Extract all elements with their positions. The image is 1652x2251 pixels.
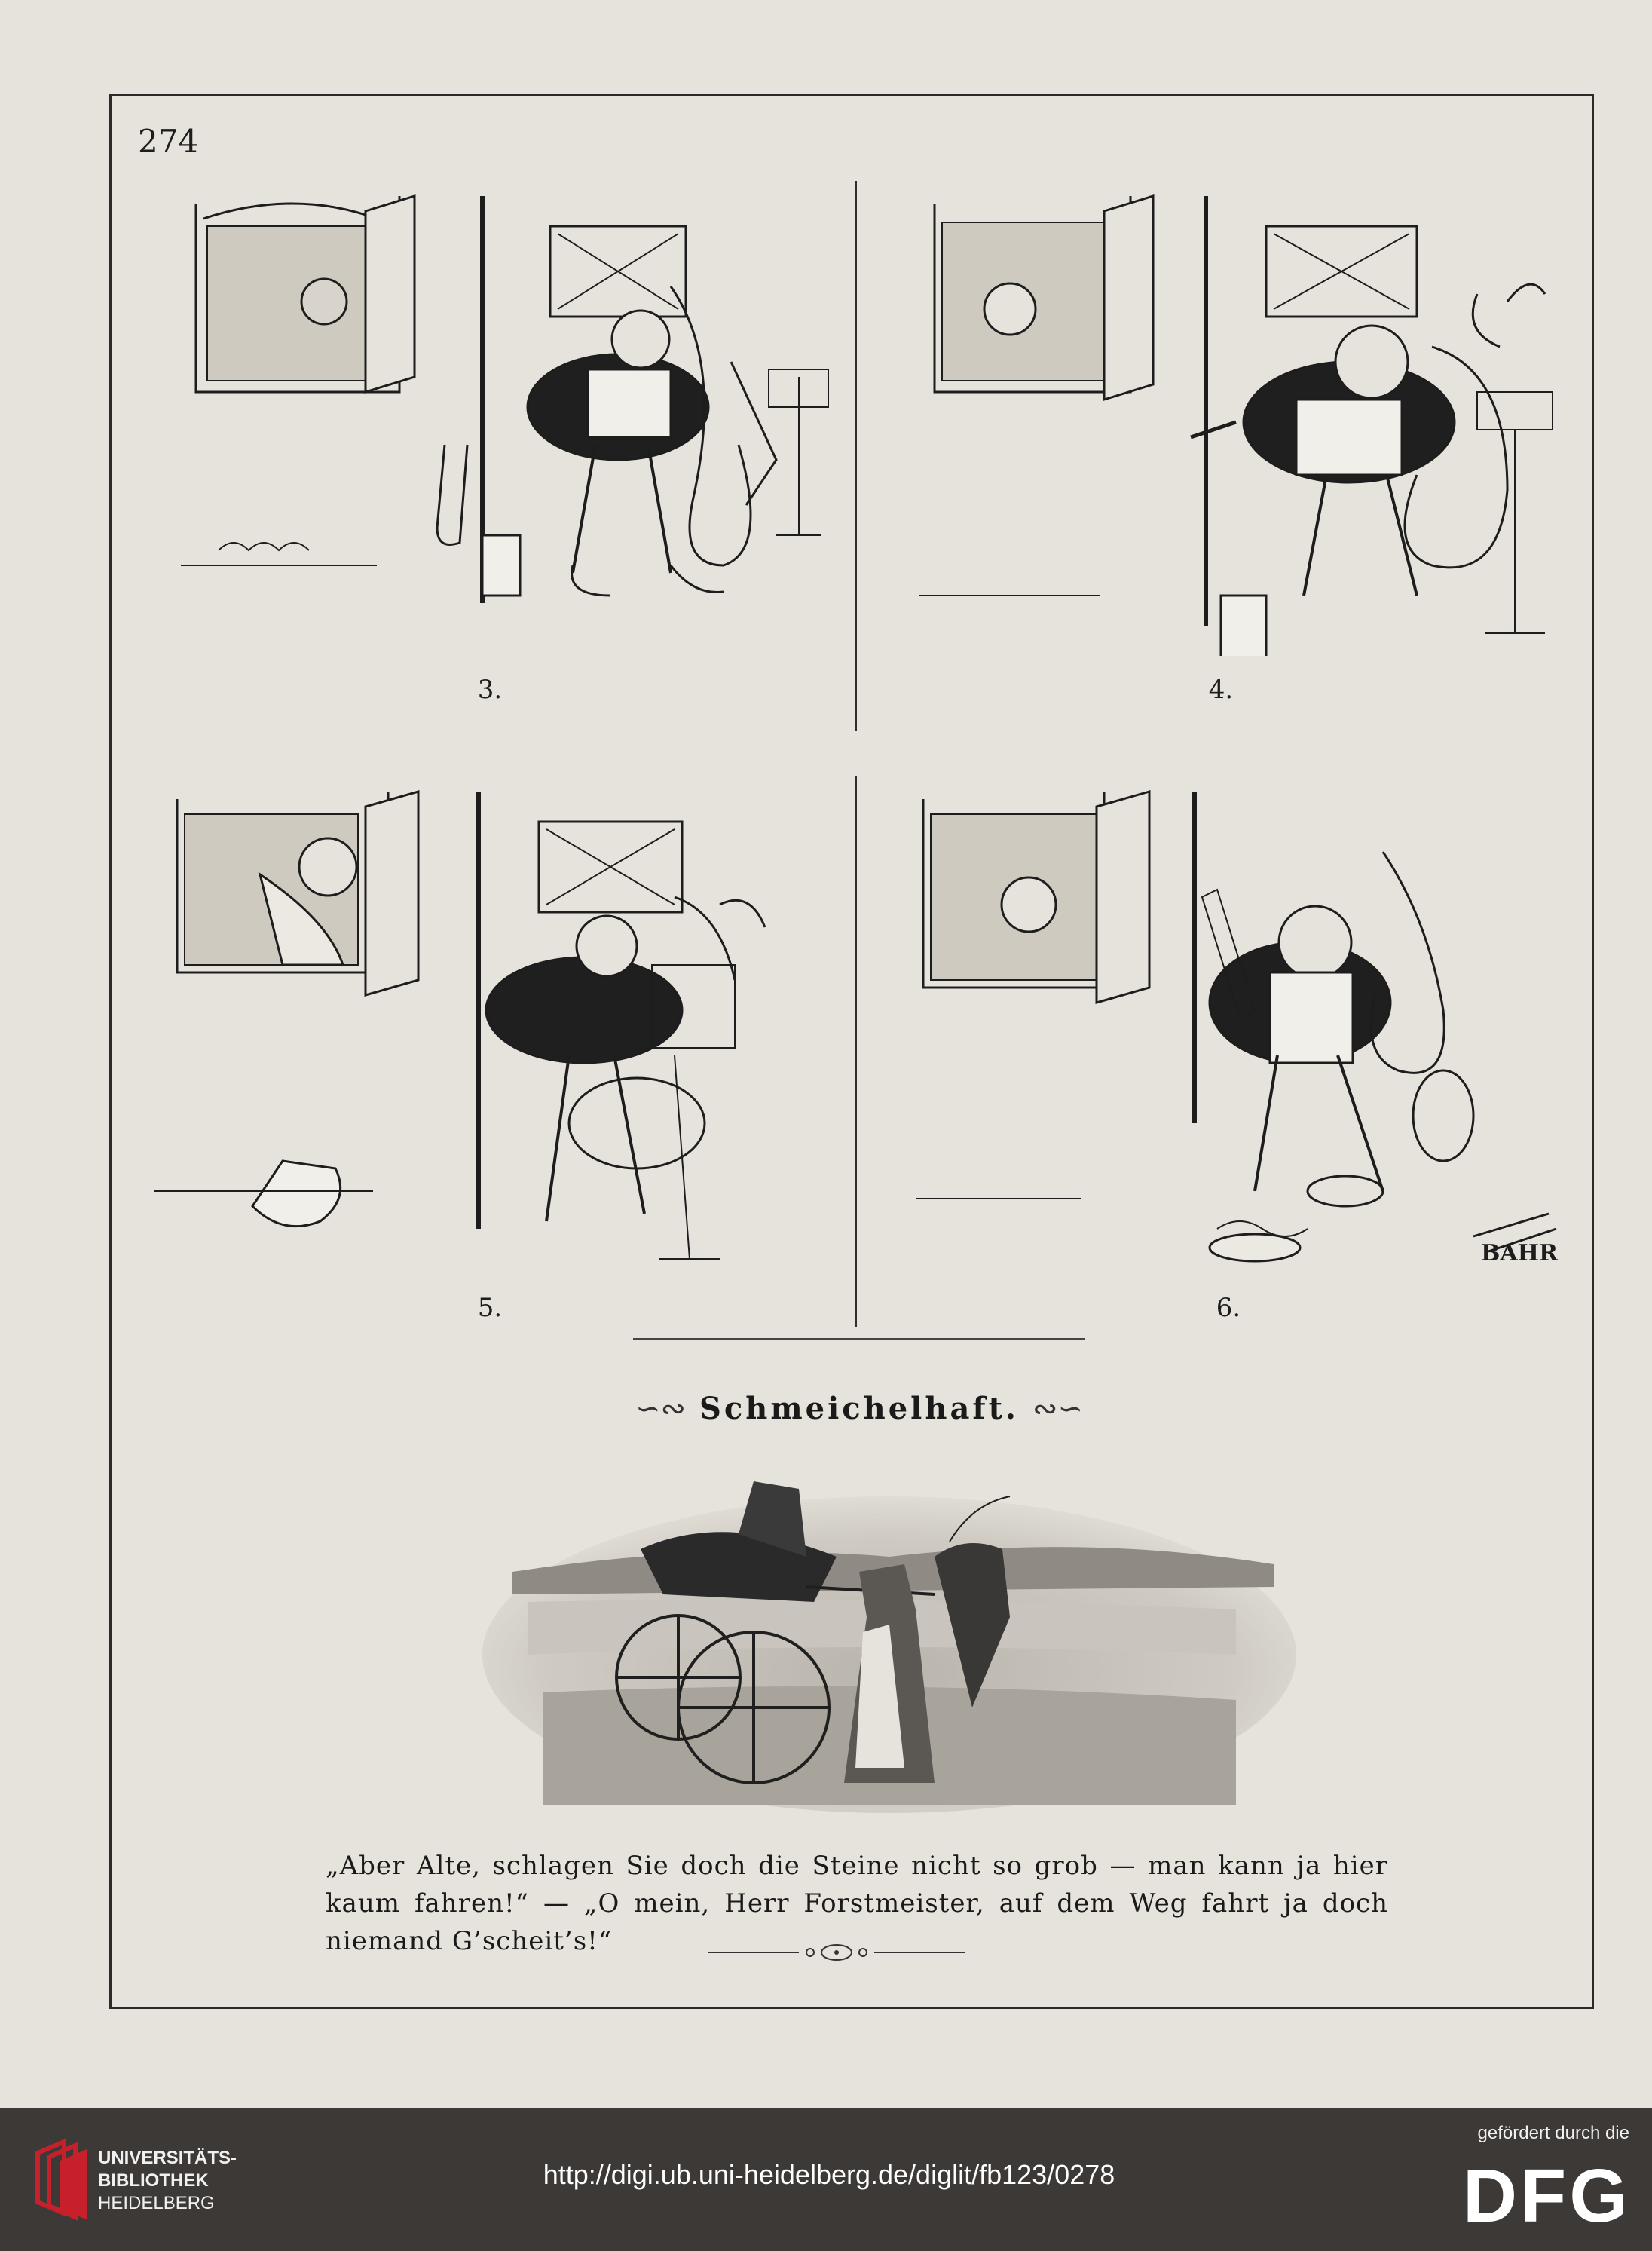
panel-5-illustration [147, 769, 825, 1289]
panel-5-number: 5. [477, 1293, 503, 1323]
carriage-engraving [482, 1451, 1296, 1821]
title-flourish-left: ∽∾ [635, 1392, 687, 1426]
university-library-logo [30, 2138, 90, 2221]
title-text: Schmeichelhaft. [699, 1391, 1019, 1426]
digitization-footer [0, 2108, 1652, 2251]
page-number: 274 [138, 123, 199, 160]
funded-by-label: gefördert durch die [1477, 2123, 1629, 2143]
institution-line-1: UNIVERSITÄTS- [98, 2148, 237, 2168]
comic-panel-6 [901, 769, 1564, 1289]
engraving-caption: „Aber Alte, schlagen Sie doch die Steine nicht so grob — man kann ja hier kaum fahren!“ — „O mein, Herr Forstmeister, auf dem Weg fahrt ja doch niemand G’scheit’s!“ [326, 1851, 1388, 1956]
comic-panel-3 [151, 173, 829, 656]
panel-6-number: 6. [1216, 1293, 1241, 1323]
section-title [633, 1391, 1085, 1426]
artist-signature: BAHR [1481, 1240, 1558, 1266]
panel-4-illustration [904, 173, 1568, 656]
section-divider [633, 1338, 1085, 1340]
institution-name [98, 2147, 237, 2215]
panel-4-number: 4. [1208, 675, 1234, 705]
panel-6-illustration [901, 769, 1564, 1289]
comic-panel-5 [147, 769, 825, 1289]
panel-3-illustration [151, 173, 829, 656]
institution-line-3: HEIDELBERG [98, 2193, 215, 2213]
column-separator-top [855, 181, 857, 731]
source-url-link[interactable]: http://digi.ub.uni-heidelberg.de/diglit/fb123/0278 [543, 2159, 1115, 2190]
dfg-logo: DFG [1462, 2154, 1631, 2238]
column-separator-bottom [855, 776, 857, 1327]
comic-panel-4 [904, 173, 1568, 656]
title-flourish-right: ∾∽ [1032, 1392, 1083, 1426]
institution-line-2: BIBLIOTHEK [98, 2170, 209, 2191]
decorative-ornament [708, 1941, 965, 1964]
panel-3-number: 3. [477, 675, 503, 705]
